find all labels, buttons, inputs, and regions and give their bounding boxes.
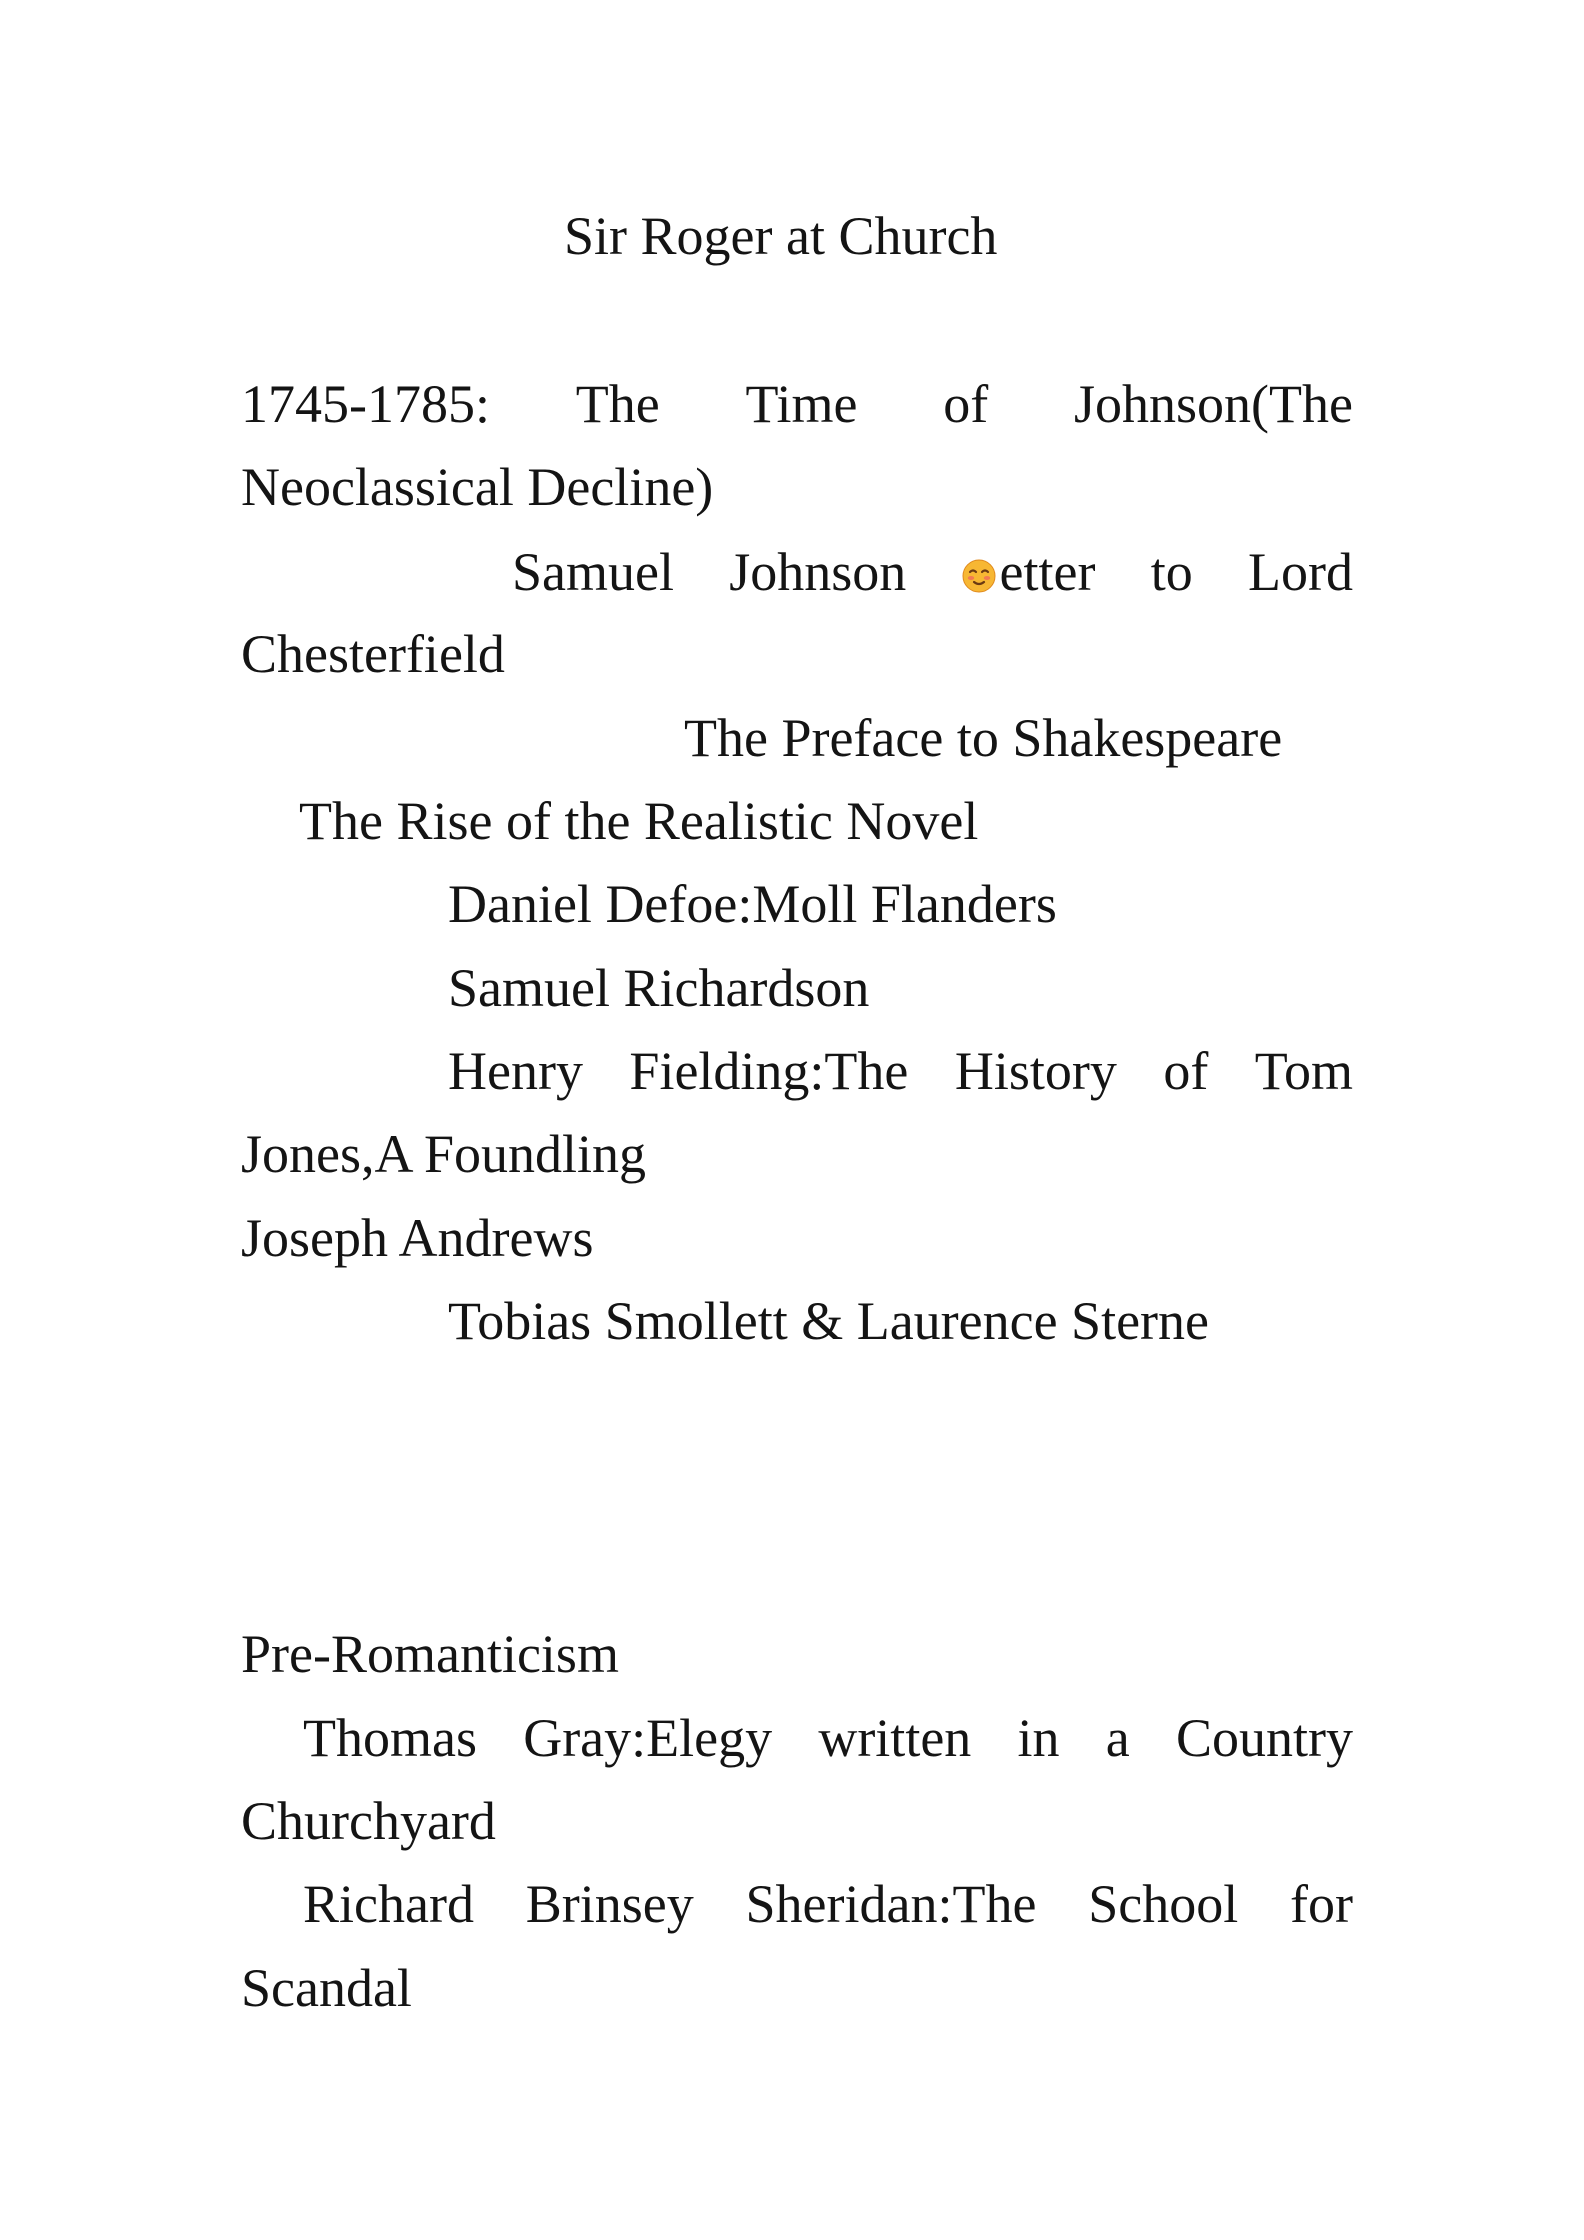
face-emoji-icon: [962, 559, 996, 593]
fielding-word: Fielding:The: [629, 1041, 909, 1101]
gray-line2: Churchyard: [241, 1791, 496, 1851]
fielding-word: Tom: [1254, 1041, 1353, 1101]
fielding-word: of: [1163, 1041, 1209, 1101]
fielding-line1: [448, 1039, 1353, 1103]
johnson-word: etter: [999, 542, 1096, 602]
pre-romanticism-heading: Pre-Romanticism: [241, 1624, 619, 1684]
sheridan-line1: [303, 1872, 1353, 1936]
gray-word: a: [1105, 1708, 1130, 1768]
johnson-word: Johnson: [729, 542, 907, 602]
section-heading-line2: Neoclassical Decline): [241, 457, 714, 517]
fielding-line2: Jones,A Foundling: [241, 1124, 647, 1184]
novel-heading: The Rise of the Realistic Novel: [299, 791, 979, 851]
richardson-line: Samuel Richardson: [448, 958, 870, 1018]
preface-line: The Preface to Shakespeare: [684, 708, 1283, 768]
sheridan-word: for: [1290, 1874, 1353, 1934]
smollett-sterne-line: Tobias Smollett & Laurence Sterne: [448, 1291, 1210, 1351]
gray-word: Gray:Elegy: [523, 1708, 773, 1768]
sheridan-word: Richard: [303, 1874, 474, 1934]
sheridan-word: Sheridan:The: [745, 1874, 1037, 1934]
sheridan-word: School: [1088, 1874, 1239, 1934]
defoe-line: Daniel Defoe:Moll Flanders: [448, 874, 1057, 934]
johnson-word: Lord: [1248, 542, 1353, 602]
johnson-word: Samuel: [512, 542, 674, 602]
fielding-word: Henry: [448, 1041, 583, 1101]
johnson-line2: Chesterfield: [241, 624, 505, 684]
fielding-line3: Joseph Andrews: [241, 1208, 594, 1268]
johnson-line1: [512, 540, 1353, 604]
heading-word: The: [575, 374, 660, 434]
heading-word: 1745-1785:: [241, 374, 490, 434]
heading-word: of: [943, 374, 989, 434]
fielding-word: History: [954, 1041, 1117, 1101]
page-title: Sir Roger at Church: [564, 206, 998, 266]
gray-word: in: [1017, 1708, 1060, 1768]
sheridan-line2: Scandal: [241, 1958, 412, 2018]
johnson-word-with-emoji: [962, 540, 1096, 604]
gray-word: Country: [1175, 1708, 1353, 1768]
gray-line1: [303, 1706, 1353, 1770]
sheridan-word: Brinsey: [525, 1874, 694, 1934]
gray-word: written: [818, 1708, 972, 1768]
heading-word: Johnson(The: [1074, 374, 1353, 434]
gray-word: Thomas: [303, 1708, 477, 1768]
heading-word: Time: [745, 374, 858, 434]
section-heading-line1: [241, 372, 1353, 436]
johnson-word: to: [1150, 542, 1193, 602]
